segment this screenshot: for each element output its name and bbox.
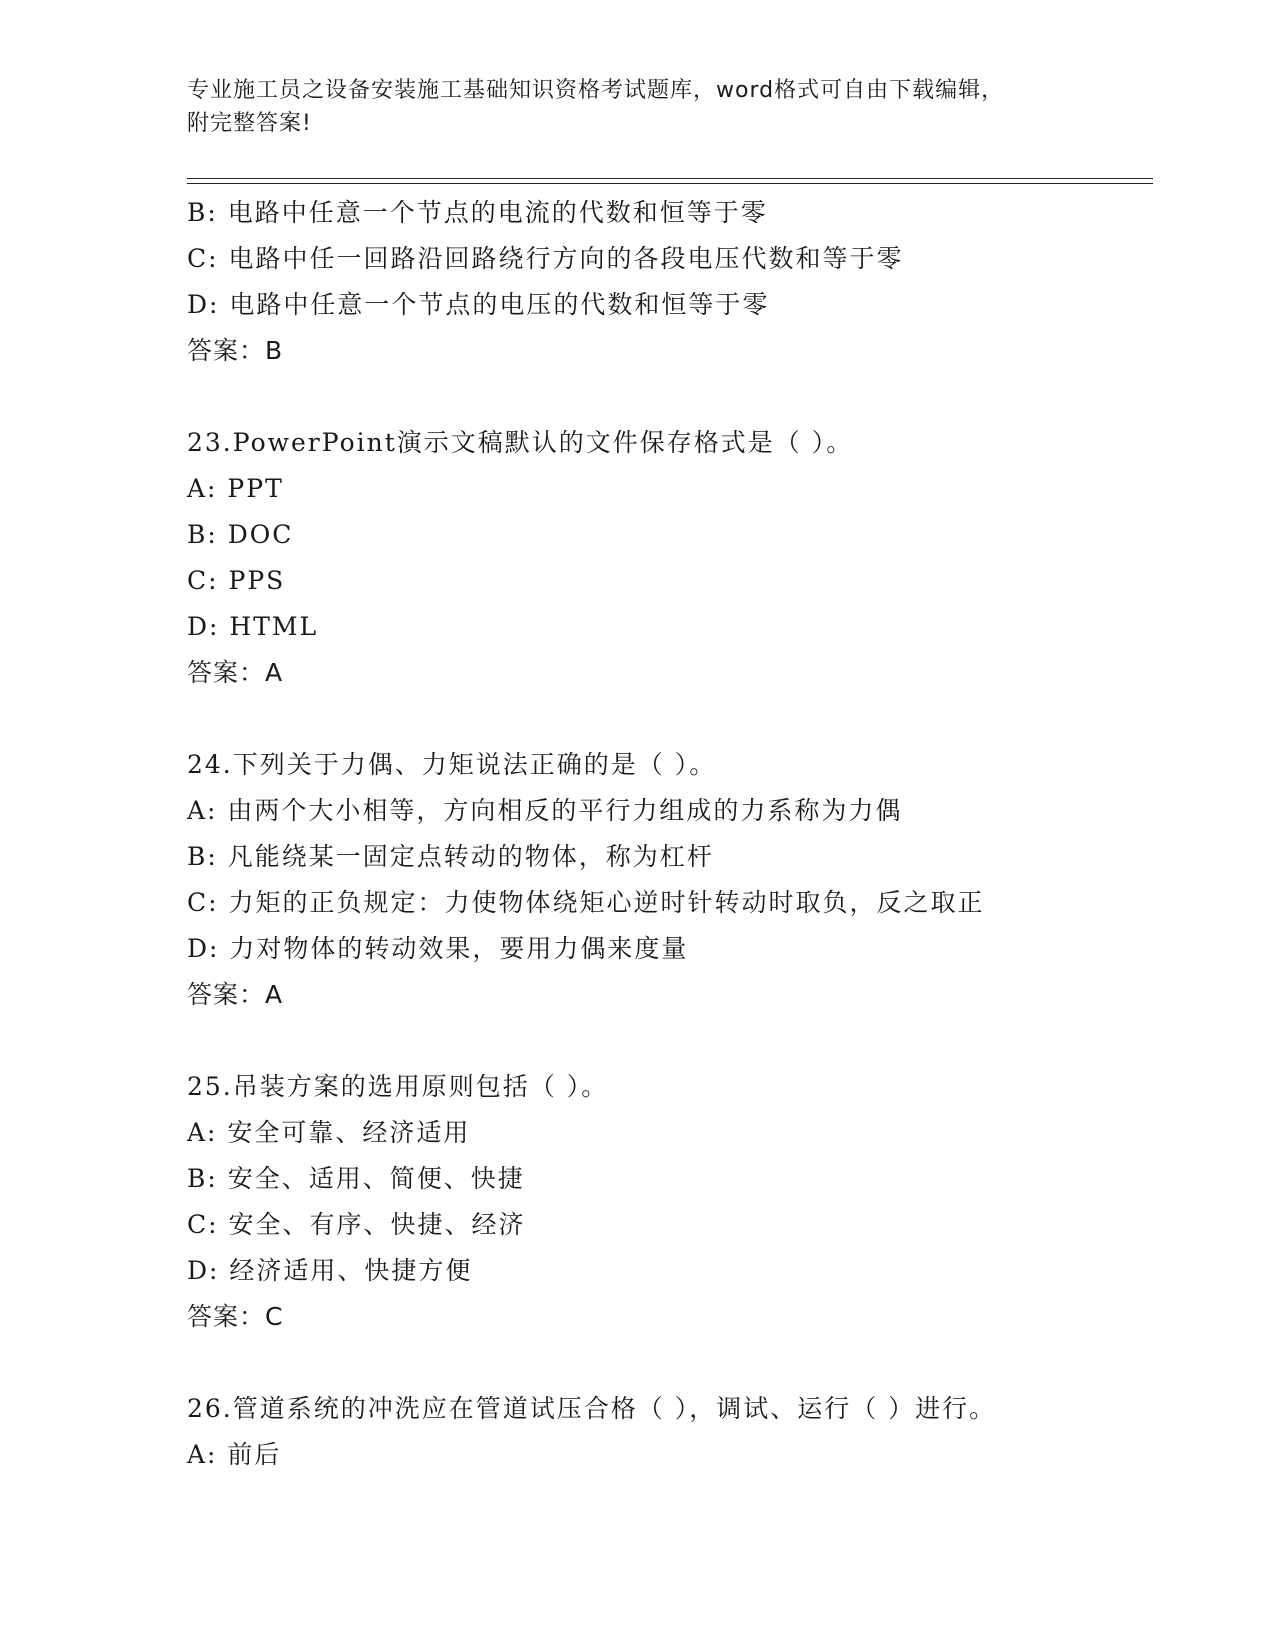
document-header [187, 74, 1147, 140]
option-a: A: 安全可靠、经济适用 [187, 1118, 471, 1147]
answer: 答案：A [187, 980, 284, 1009]
option-c: C: 安全、有序、快捷、经济 [187, 1210, 526, 1239]
option-b: B: 安全、适用、简便、快捷 [187, 1164, 525, 1193]
spacer [187, 374, 1147, 420]
question-list [187, 190, 1147, 1478]
option-d: D: 电路中任意一个节点的电压的代数和恒等于零 [187, 290, 770, 319]
option-b: B: DOC [187, 520, 294, 549]
option-c: C: PPS [187, 566, 286, 595]
option-b: B: 电路中任意一个节点的电流的代数和恒等于零 [187, 198, 768, 227]
answer: 答案：A [187, 658, 284, 687]
option-c: C: 力矩的正负规定：力使物体绕矩心逆时针转动时取负，反之取正 [187, 888, 985, 917]
question-26 [187, 1386, 1147, 1478]
spacer [187, 1018, 1147, 1064]
answer: 答案：B [187, 336, 284, 365]
question-25 [187, 1064, 1147, 1340]
option-d: D: 经济适用、快捷方便 [187, 1256, 473, 1285]
option-a: A: 前后 [187, 1440, 282, 1469]
option-d: D: HTML [187, 612, 319, 641]
question-text: 23.PowerPoint演示文稿默认的文件保存格式是（ ）。 [187, 428, 854, 457]
answer: 答案：C [187, 1302, 284, 1331]
option-c: C: 电路中任一回路沿回路绕行方向的各段电压代数和等于零 [187, 244, 904, 273]
header-line-2: 附完整答案! [187, 111, 312, 136]
header-line-1: 专业施工员之设备安装施工基础知识资格考试题库，word格式可自由下载编辑， [187, 78, 1005, 103]
option-b: B: 凡能绕某一固定点转动的物体，称为杠杆 [187, 842, 714, 871]
question-text: 25.吊装方案的选用原则包括（ ）。 [187, 1072, 609, 1101]
header-divider-bottom [187, 183, 1153, 184]
spacer [187, 1340, 1147, 1386]
header-divider-top [187, 178, 1153, 179]
option-d: D: 力对物体的转动效果，要用力偶来度量 [187, 934, 689, 963]
spacer [187, 696, 1147, 742]
question-text: 24.下列关于力偶、力矩说法正确的是（ ）。 [187, 750, 717, 779]
question-text: 26.管道系统的冲洗应在管道试压合格（ ），调试、运行（ ）进行。 [187, 1394, 997, 1423]
question-24 [187, 742, 1147, 1018]
question-22-continued [187, 190, 1147, 374]
question-23 [187, 420, 1147, 696]
option-a: A: 由两个大小相等，方向相反的平行力组成的力系称为力偶 [187, 796, 903, 825]
option-a: A: PPT [187, 474, 284, 503]
